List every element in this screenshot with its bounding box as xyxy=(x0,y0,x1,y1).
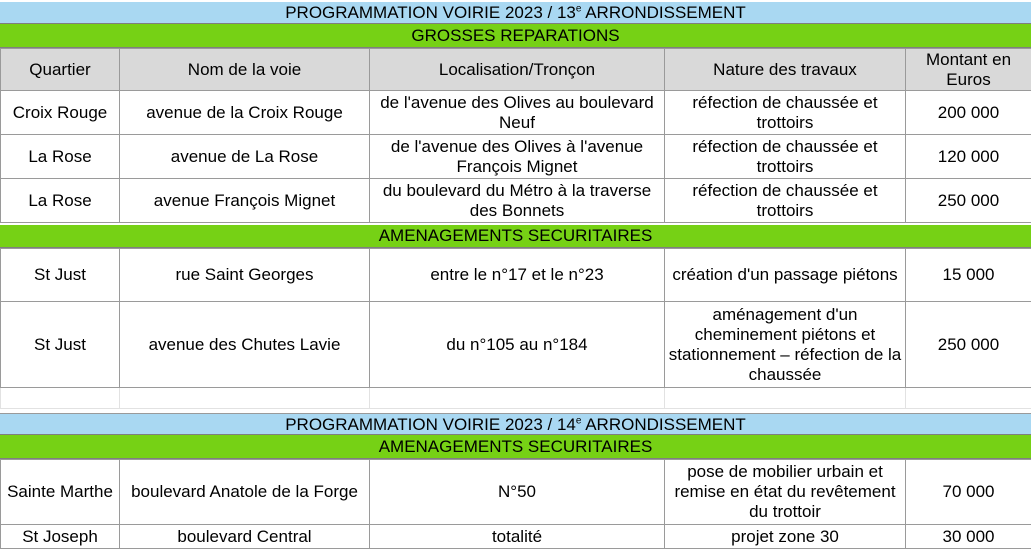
cell-voie: avenue de La Rose xyxy=(120,135,370,179)
cell-localisation: de l'avenue des Olives au boulevard Neuf xyxy=(370,91,665,135)
cell-voie: avenue de la Croix Rouge xyxy=(120,91,370,135)
cell-nature: pose de mobilier urbain et remise en état du revêtement du trottoir xyxy=(665,460,906,525)
cell-montant: 250 000 xyxy=(906,302,1031,388)
cell-localisation: du boulevard du Métro à la traverse des Bonnets xyxy=(370,179,665,223)
cell-quartier: St Just xyxy=(1,249,120,302)
header-montant: Montant en Euros xyxy=(906,49,1031,91)
empty-cell xyxy=(906,388,1031,409)
title-14e-text: PROGRAMMATION VOIRIE 2023 / 14 xyxy=(285,415,576,434)
section-label: AMENAGEMENTS SECURITAIRES xyxy=(379,226,653,245)
title-14e-sup: e xyxy=(576,415,582,426)
cell-quartier: La Rose xyxy=(1,179,120,223)
cell-montant: 120 000 xyxy=(906,135,1031,179)
table-row xyxy=(1,460,1031,525)
cell-montant: 70 000 xyxy=(906,460,1031,525)
section-amenagements-13e xyxy=(0,225,1031,248)
table-row xyxy=(1,525,1031,549)
cell-localisation: de l'avenue des Olives à l'avenue François Mignet xyxy=(370,135,665,179)
empty-cell xyxy=(665,388,906,409)
cell-montant: 30 000 xyxy=(906,525,1031,549)
cell-montant: 200 000 xyxy=(906,91,1031,135)
cell-voie: avenue François Mignet xyxy=(120,179,370,223)
cell-quartier: St Joseph xyxy=(1,525,120,549)
cell-nature: réfection de chaussée et trottoirs xyxy=(665,135,906,179)
cell-voie: rue Saint Georges xyxy=(120,249,370,302)
empty-row xyxy=(1,388,1031,409)
cell-montant: 250 000 xyxy=(906,179,1031,223)
cell-nature: création d'un passage piétons xyxy=(665,249,906,302)
title-13e-sup: e xyxy=(576,3,582,14)
table-amenagements-13e xyxy=(0,248,1031,409)
cell-quartier: Croix Rouge xyxy=(1,91,120,135)
table-row xyxy=(1,91,1031,135)
table-row xyxy=(1,179,1031,223)
header-row xyxy=(1,49,1031,91)
cell-voie: boulevard Central xyxy=(120,525,370,549)
cell-localisation: du n°105 au n°184 xyxy=(370,302,665,388)
title-13e-suffix: ARRONDISSEMENT xyxy=(581,3,745,22)
cell-localisation: entre le n°17 et le n°23 xyxy=(370,249,665,302)
title-13e xyxy=(0,2,1031,24)
cell-localisation: N°50 xyxy=(370,460,665,525)
cell-quartier: Sainte Marthe xyxy=(1,460,120,525)
header-localisation: Localisation/Tronçon xyxy=(370,49,665,91)
cell-voie: boulevard Anatole de la Forge xyxy=(120,460,370,525)
cell-quartier: St Just xyxy=(1,302,120,388)
empty-cell xyxy=(1,388,120,409)
section-amenagements-14e xyxy=(0,435,1031,459)
section-label: AMENAGEMENTS SECURITAIRES xyxy=(379,437,653,456)
table-row xyxy=(1,302,1031,388)
cell-nature: réfection de chaussée et trottoirs xyxy=(665,91,906,135)
cell-montant: 15 000 xyxy=(906,249,1031,302)
table-row xyxy=(1,135,1031,179)
title-13e-text: PROGRAMMATION VOIRIE 2023 / 13 xyxy=(285,3,576,22)
table-grosses-reparations xyxy=(0,48,1031,223)
cell-nature: réfection de chaussée et trottoirs xyxy=(665,179,906,223)
header-nature: Nature des travaux xyxy=(665,49,906,91)
cell-nature: aménagement d'un cheminement piétons et stationnement – réfection de la chaussée xyxy=(665,302,906,388)
cell-nature: projet zone 30 xyxy=(665,525,906,549)
cell-localisation: totalité xyxy=(370,525,665,549)
empty-cell xyxy=(120,388,370,409)
title-14e-suffix: ARRONDISSEMENT xyxy=(581,415,745,434)
empty-cell xyxy=(370,388,665,409)
table-amenagements-14e xyxy=(0,459,1031,549)
section-label: GROSSES REPARATIONS xyxy=(411,26,619,45)
header-quartier: Quartier xyxy=(1,49,120,91)
cell-quartier: La Rose xyxy=(1,135,120,179)
cell-voie: avenue des Chutes Lavie xyxy=(120,302,370,388)
title-14e xyxy=(0,413,1031,435)
table-row xyxy=(1,249,1031,302)
section-grosses-reparations xyxy=(0,24,1031,48)
header-voie: Nom de la voie xyxy=(120,49,370,91)
